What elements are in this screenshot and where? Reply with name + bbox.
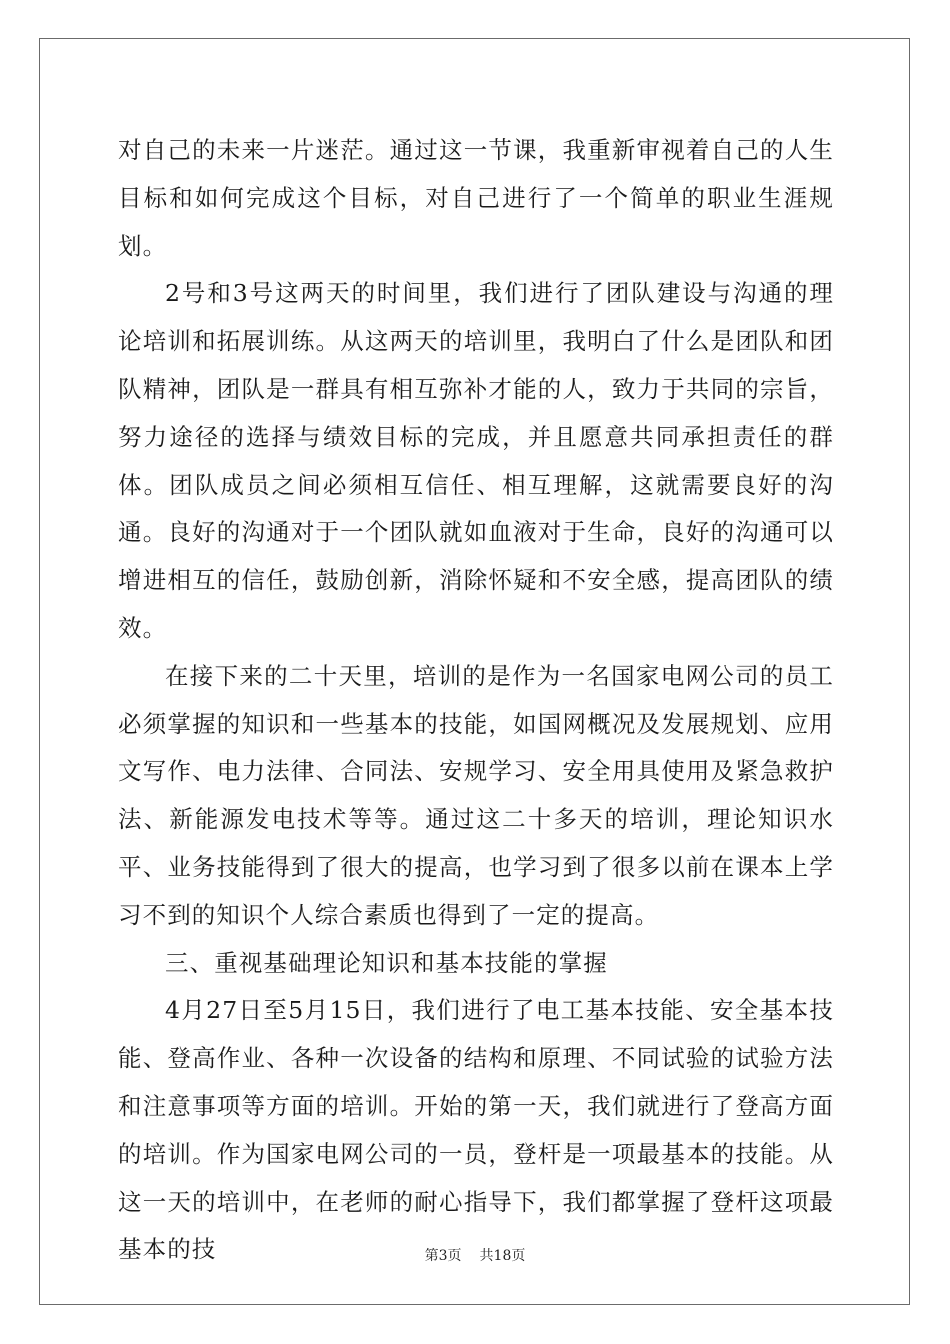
paragraph-1: 对自己的未来一片迷茫。通过这一节课，我重新审视着自己的人生目标和如何完成这个目标，对自己进行了一个简单的职业生涯规划。 [118, 136, 834, 260]
section-heading: 三、重视基础理论知识和基本技能的掌握 [165, 948, 608, 977]
paragraph-3: 在接下来的二十天里，培训的是作为一名国家电网公司的员工必须掌握的知识和一些基本的技能，如国网概况及发展规划、应用文写作、电力法律、合同法、安规学习、安全用具使用及紧急救护法、新能源发电技术等等。通过这二十多天的培训，理论知识水平、业务技能得到了很大的提高，也学习到了很多以前在课本上学习不到的知识个人综合素质也得到了一定的提高。 [118, 661, 834, 929]
page-footer [0, 1245, 950, 1265]
paragraph-4: 4月27日至5月15日，我们进行了电工基本技能、安全基本技能、登高作业、各种一次设备的结构和原理、不同试验的试验方法和注意事项等方面的培训。开始的第一天，我们就进行了登高方面的培训。作为国家电网公司的一员，登杆是一项最基本的技能。从这一天的培训中，在老师的耐心指导下，我们都掌握了登杆这项最基本的技 [118, 996, 834, 1264]
page-number: 第3页 [424, 1248, 462, 1264]
page-total: 共18页 [479, 1248, 526, 1264]
paragraph-2: 2号和3号这两天的时间里，我们进行了团队建设与沟通的理论培训和拓展训练。从这两天的培训里，我明白了什么是团队和团队精神，团队是一群具有相互弥补才能的人，致力于共同的宗旨，努力途径的选择与绩效目标的完成，并且愿意共同承担责任的群体。团队成员之间必须相互信任、相互理解，这就需要良好的沟通。良好的沟通对于一个团队就如血液对于生命，良好的沟通可以增进相互的信任，鼓励创新，消除怀疑和不安全感，提高团队的绩效。 [118, 279, 834, 642]
document-body [118, 127, 834, 1274]
